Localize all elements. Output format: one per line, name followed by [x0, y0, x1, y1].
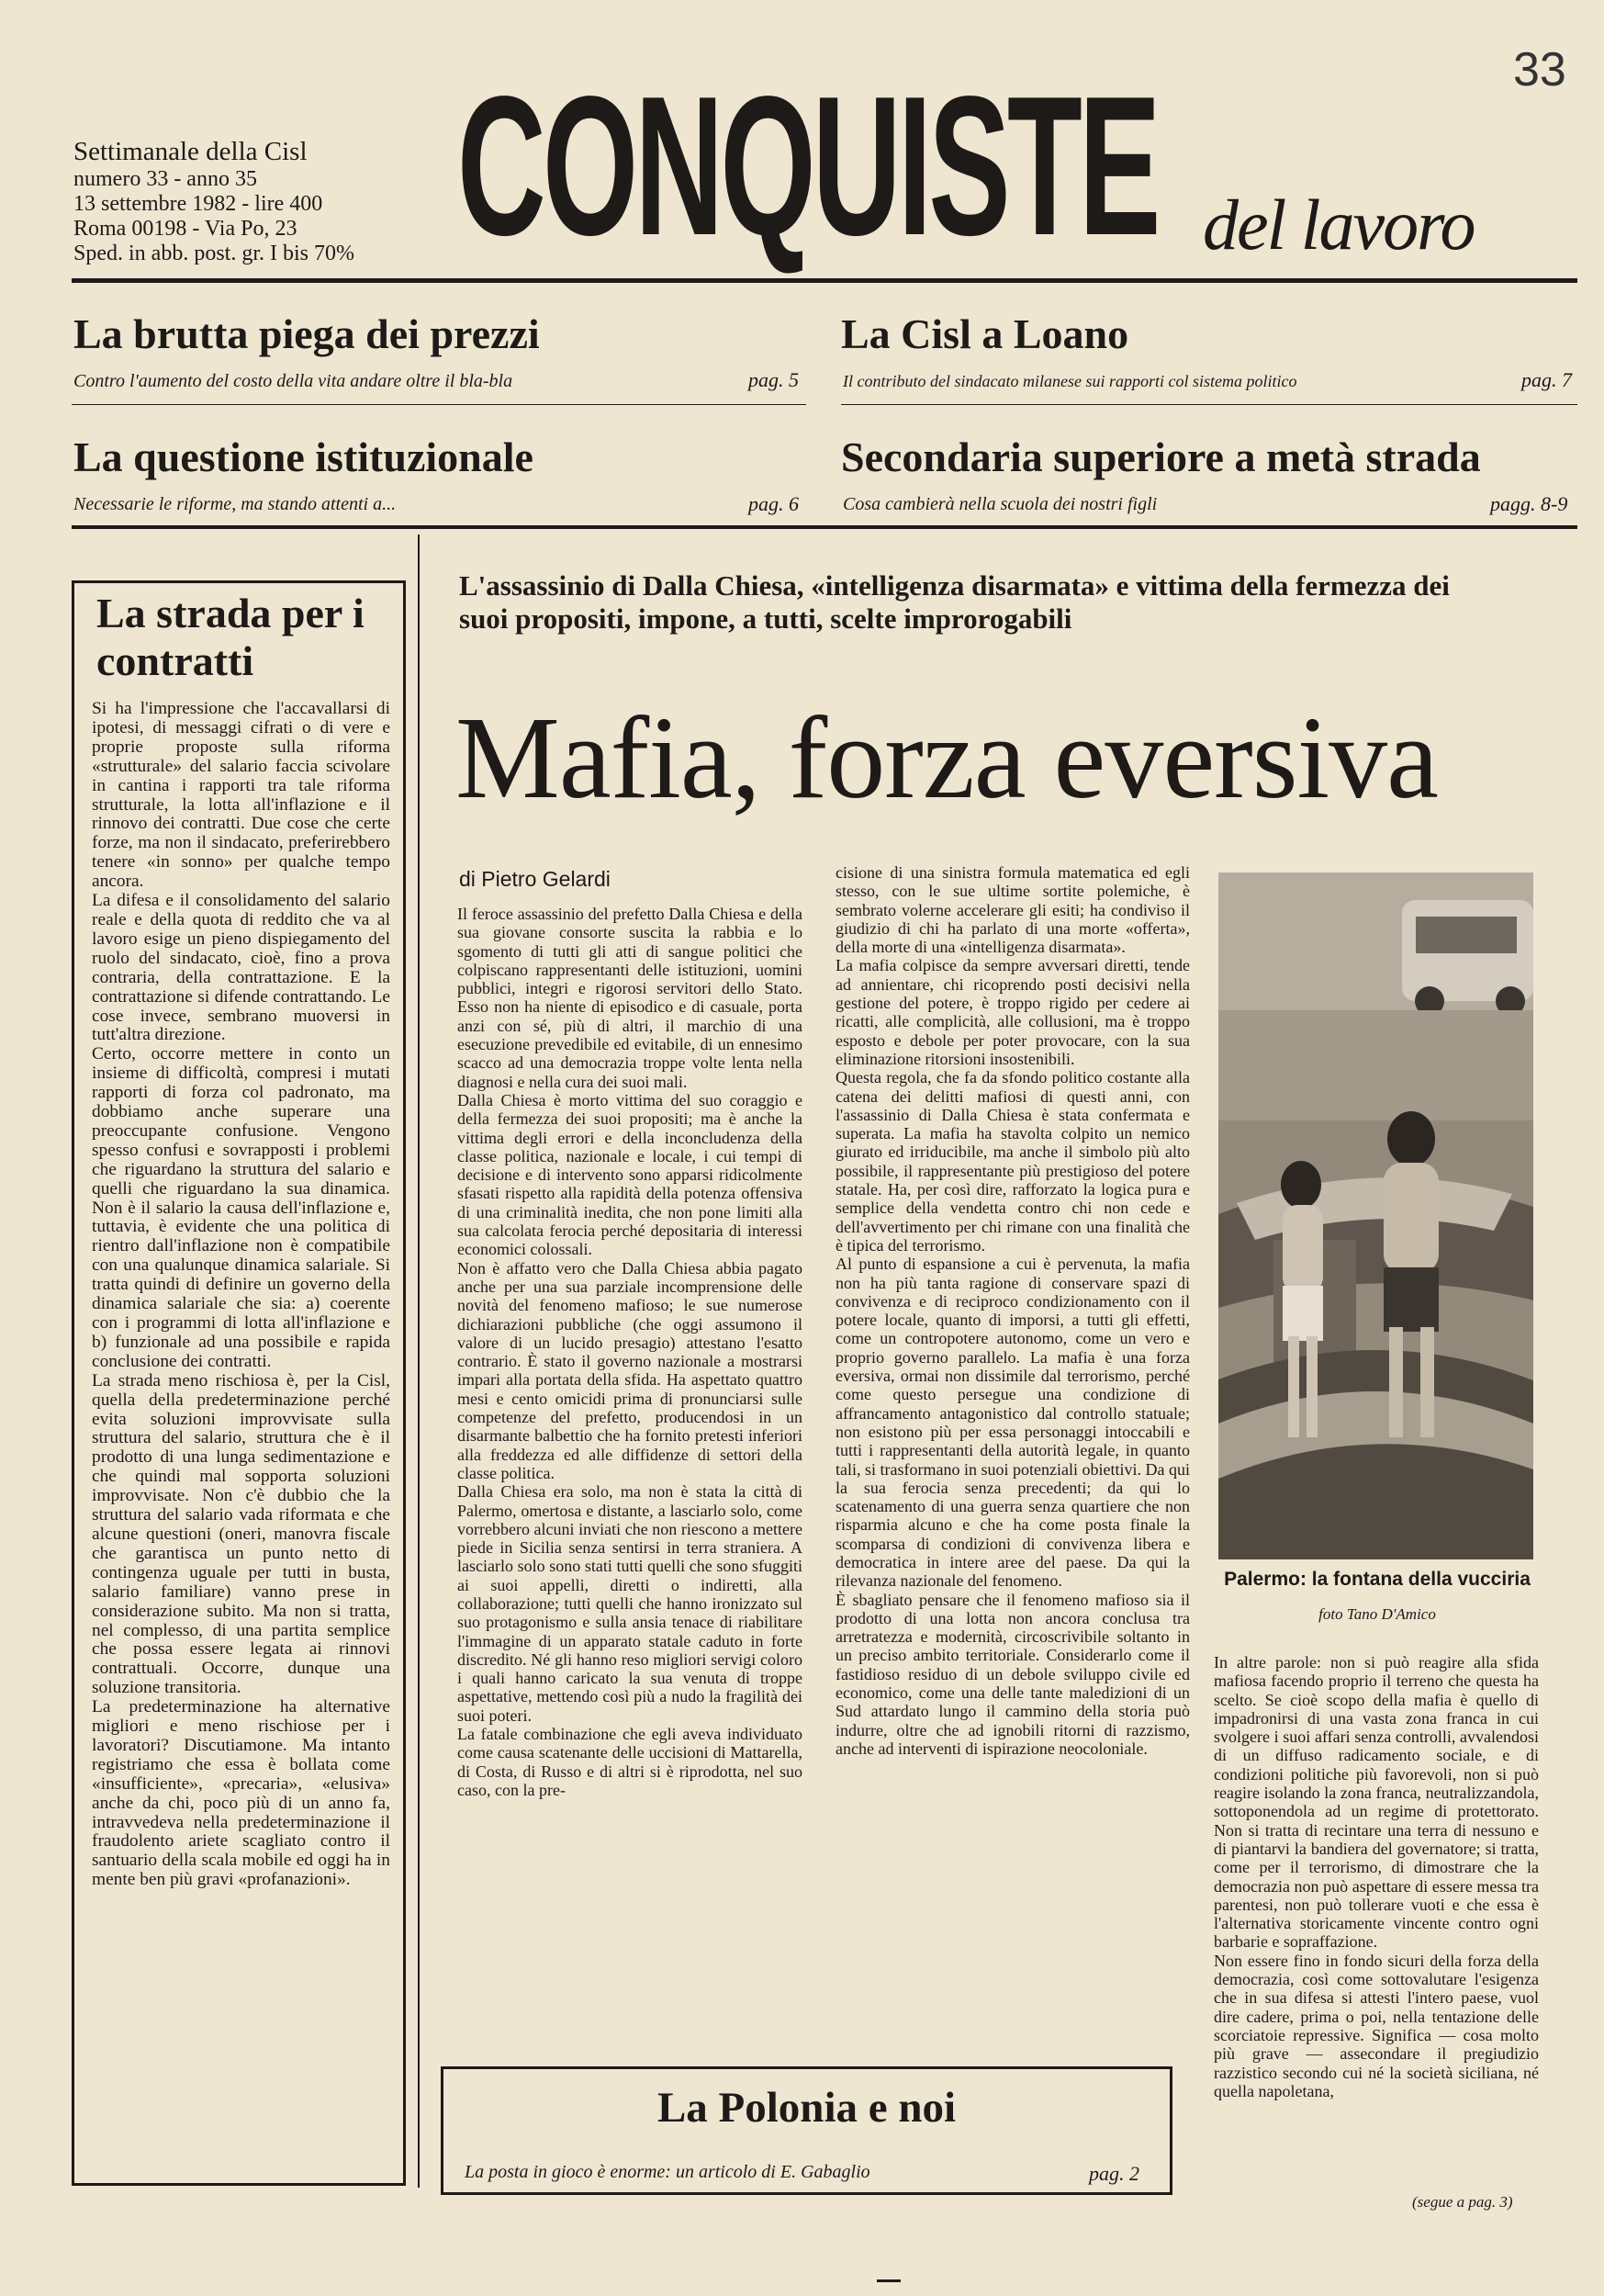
teaser-headline-loano: La Cisl a Loano [841, 310, 1129, 357]
sidebar-body [92, 700, 390, 1890]
article-paragraph: Non è affatto vero che Dalla Chiesa abbia pagato anche per una sua parziale incomprensione delle novità del fenomeno mafioso; le sue numerose dichiarazioni pubbliche (che oggi assumono il valore di un lucido presagio) attestano l'esatto contrario. È stato il governo nazionale a mostrarsi impari alla portata della sfida. Ha aspettato quattro mesi e cento omicidi prima di pronunciarsi sulle competenze del prefetto, producendosi in un disarmante balbettio che ha fornito pretesti inferiori alla freddezza ed alle diffidenze di settori della classe politica. [457, 1258, 802, 1482]
teaser-divider-right [841, 404, 1577, 405]
article-paragraph: È sbagliato pensare che il fenomeno mafioso sia il prodotto di una lotta non ancora conclusa tra arretratezza e modernità, circoscrivibile soltanto in un preciso ambito territoriale. Considerarlo come il fastidioso residuo di un debole sviluppo civile ed economico, come una delle tante maledizioni di un Sud attardato lungo il cammino della storia può indurre, oltre che ad ignobili ritorni di razzismo, anche ad interventi di ispirazione neocoloniale. [836, 1590, 1190, 1758]
continued-note: (segue a pag. 3) [1412, 2193, 1513, 2211]
sidebar-paragraph: La strada meno rischiosa è, per la Cisl, quella della predeterminazione perché evita soluzioni improvvisate sulla struttura del salario, struttura che è il prodotto di una lunga sedimentazione e che quindi mal sopporta soluzioni improvvisate. Non c'è dubbio che la struttura del salario vada riformata e che alcune questioni (oneri, manovra fiscale che garantisca un punto netto di contingenza uguale per tutti in busta, salario familiare) vanno prese in considerazione subito. Ma non si tratta, nel complesso, di una partita semplice che possa essere legata ai rinnovi contrattuali. Occorre, dunque una soluzione transitoria. [92, 1370, 390, 1698]
article-paragraph: In altre parole: non si può reagire alla sfida mafiosa facendo proprio il terreno che questa ha scelto. Se cioè scopo della mafia è quello di impadronirsi di una vasta zona franca in cui svolgere i suoi affari senza controlli, avvalendosi di un diffuso radicamento sociale, e di condizioni politiche più favorevoli, non si può reagire isolando la zona franca, neutralizzandola, sottoponendola ad un regime di protettorato. Non si tratta di recintare una terra di nessuno e di piantarvi la bandiera del governatore; si tratta, come per il terrorismo, di dimostrare che la democrazia non può aspettare di essere messa tra parentesi, non può tollerare vuoti e che essa è l'alternativa storicamente vincente contro ogni barbarie e sopraffazione. [1214, 1653, 1539, 1952]
publication-type: Settimanale della Cisl [73, 137, 308, 166]
teaser-page-istituzionale: pag. 6 [748, 492, 799, 515]
bottom-mark [877, 2279, 901, 2282]
article-column-1 [457, 905, 802, 1799]
page-number: 33 [1513, 43, 1566, 96]
masthead-logo: CONQUISTE [457, 54, 1158, 276]
article-paragraph: Dalla Chiesa è morto vittima del suo coraggio e della fermezza dei suoi propositi; ma è anche la vittima degli errori e della inconcludenza della classe politica, nazionale e locale, i cui tempi di decisione e di intervento sono apparsi ridicolmente sfasati rispetto alla rapidità della potenza offensiva di una criminalità inedita, che non pone limiti alla sua calcolata ferocia perché depositaria di interessi economici colossali. [457, 1090, 802, 1259]
article-paragraph: Questa regola, che fa da sfondo politico costante alla catena dei delitti mafiosi di questi anni, con l'assassinio di Dalla Chiesa è stata confermata e superata. La mafia ha stavolta colpito un nemico giurato ed irriducibile, ma anche il simbolo più alto possibile, il rappresentante più prestigioso del potere statale. Ha, per così dire, rafforzato la logica pura e semplice della vendetta contro chi non cede e dell'avvertimento per chi rimane con una finalità che è tipica del terrorismo. [836, 1068, 1190, 1255]
masthead-subtitle: del lavoro [1203, 185, 1475, 264]
promo-subtitle: La posta in gioco è enorme: un articolo di E. Gabaglio [465, 2162, 870, 2182]
sidebar-paragraph: La predeterminazione ha alternative migliori e meno rischiose per i lavoratori? Discutiamone. Ma intanto registriamo che essa è bollata come «insufficiente», «precaria», «elusiva» anche da chi, poco più di un anno fa, intravvedeva nella predeterminazione il fraudolento ariete scagliato contro il santuario della scala mobile ed oggi ha in mente ben più gravi «profanazioni». [92, 1697, 390, 1890]
sidebar-paragraph: Si ha l'impressione che l'accavallarsi di ipotesi, di messaggi cifrati o di vere e proprie proposte sulla riforma «strutturale» del salario faccia scivolare in cantina i rapporti tra tale riforma strutturale, la lotta all'inflazione e il rinnovo dei contratti. Due cose che certe forze, ma non il sindacato, preferirebbero tenere «in sonno» per qualche tempo ancora. [92, 699, 390, 892]
photo-caption: Palermo: la fontana della vucciria [1224, 1569, 1531, 1590]
article-paragraph: cisione di una sinistra formula matematica ed egli stesso, con le sue ultime sortite polemiche, è sembrato volerne accelerare gli esiti; ha condiviso il giudizio di chi ha parlato di una morte «offerta», della morte di una «intelligenza disarmata». [836, 863, 1190, 957]
article-headline: Mafia, forza eversiva [455, 692, 1438, 823]
teaser-headline-prezzi: La brutta piega dei prezzi [73, 310, 540, 357]
issue-date-price: 13 settembre 1982 - lire 400 [73, 192, 323, 216]
masthead-info [73, 136, 386, 266]
article-paragraph: Il feroce assassinio del prefetto Dalla Chiesa e della sua giovane consorte suscita la rabbia e lo sgomento di tutti gli atti di sangue politici che colpiscano rappresentanti delle istituzioni, uomini pubblici, integri e rigorosi servitori dello Stato. Esso non ha niente di episodico e di casuale, porta anzi con sé, più di altri, il marchio di una esecuzione prevedibile ed evitabile, di un ennesimo scacco ad una democrazia troppe volte lenta nella diagnosi e nella cura dei suoi mali. [457, 905, 802, 1091]
teaser-page-prezzi: pag. 5 [748, 368, 799, 391]
teaser-summary-secondaria: Cosa cambierà nella scuola dei nostri figli [843, 494, 1158, 514]
sidebar-title: La strada per i contratti [96, 590, 365, 684]
address: Roma 00198 - Via Po, 23 [73, 217, 297, 241]
article-kicker: L'assassinio di Dalla Chiesa, «intelligenza disarmata» e vittima della fermezza dei suoi propositi, impone, a tutti, scelte improrogabili [459, 569, 1450, 635]
photo-credit: foto Tano D'Amico [1318, 1605, 1436, 1623]
photo-fountain-illustration [1218, 872, 1533, 1559]
teaser-headline-istituzionale: La questione istituzionale [73, 433, 533, 480]
teaser-summary-loano: Il contributo del sindacato milanese sui rapporti col sistema politico [843, 372, 1297, 390]
promo-page: pag. 2 [1089, 2162, 1139, 2185]
postal-info: Sped. in abb. post. gr. I bis 70% [73, 242, 354, 265]
promo-title: La Polonia e noi [656, 2084, 957, 2132]
article-paragraph: La fatale combinazione che egli aveva individuato come causa scatenante delle uccisioni di Mattarella, di Costa, di Russo e di altri si è riprodotta, nel suo caso, con la pre- [457, 1725, 802, 1799]
article-paragraph: Al punto di espansione a cui è pervenuta, la mafia non ha più tanta ragione di conservare spazi di convivenza e di reciproco condizionamento con il potere locale, quanto di imporsi, a tutti gli effetti, come un contropotere autonomo, come un vero e proprio governo parallelo. La mafia è una forza eversiva, ormai non dissimile dal terrorismo, perché come questo persegue una condizione di affrancamento antagonistico dal controllo statuale; non esistono più per essa personaggi intoccabili e tutti i rappresentanti della autorità legale, in quanto tali, si trasformano in suoi potenziali obiettivi. Da qui la sua ferocia senza precedenti; da qui lo scatenamento di una guerra senza quartiere che non risparmia alcuno e che ha come posta finale la scomparsa di condizioni di convivenza libera e democratica in intere aree del paese. Da qui la rilevanza nazionale del fenomeno. [836, 1255, 1190, 1591]
article-paragraph: La mafia colpisce da sempre avversari diretti, tende ad annientare, chi ricoprendo posti decisivi nella gestione del potere, è troppo rigido per cedere ai ricatti, alle complicità, alle collusioni, ma è troppo esposto e debole per poter provocare, con la sua eliminazione ritorsioni insostenibili. [836, 956, 1190, 1068]
article-column-3 [1214, 1653, 1539, 2100]
column-divider [418, 535, 420, 2188]
article-photo [1218, 872, 1533, 1559]
sidebar-paragraph: Certo, occorre mettere in conto un insieme di difficoltà, compresi i mutati rapporti di forza col padronato, ma dobbiamo anche superare una preoccupante confusione. Vengono spesso confusi e sovrapposti i problemi che riguardano la struttura del salario e quelli che riguardano la sua dinamica. Non è il salario la causa dell'inflazione e, tuttavia, è evidente che una politica di rientro dall'inflazione non è compatibile con una qualunque dinamica salariale. Si tratta quindi di definire un governo della dinamica salariale che sia: a) coerente con i programmi di lotta all'inflazione e b) funzionale ad una possibile e rapida conclusione dei contratti. [92, 1044, 390, 1371]
article-paragraph: Non essere fino in fondo sicuri della forza della democrazia, così come sottovalutare l'esigenza che in sua difesa si attesti l'intero paese, vuol dire cadere, prima o poi, nella tentazione delle scorciatoie repressive. Significa — cosa molto più grave — assecondare il pregiudizio razzistico secondo cui né la società siciliana, né quella napoletana, [1214, 1951, 1539, 2100]
article-byline: di Pietro Gelardi [459, 867, 611, 891]
masthead-rule [72, 278, 1577, 283]
article-paragraph: Dalla Chiesa era solo, ma non è stata la città di Palermo, omertosa e distante, a lasciarlo solo, come vorrebbero alcuni inviati che non riescono a mettere piede in Sicilia senza sentirsi in terra straniera. A lasciarlo solo sono stati tutti quelli che sono sfuggiti ai suoi appelli, diretti o indiretti, alla collaborazione; tutti quelli che hanno ironizzato sul suo protagonismo e sulla ansia tenace di riabilitare l'immagine di un apparato statale caduto in forte discredito. Né gli hanno reso migliori servigi coloro i quali hanno caricato la sua venuta di troppe aspettative, mettendo così più a nudo la fragilità dei suoi poteri. [457, 1482, 802, 1725]
teaser-headline-secondaria: Secondaria superiore a metà strada [841, 433, 1481, 480]
issue-number: numero 33 - anno 35 [73, 167, 257, 191]
teaser-summary-prezzi: Contro l'aumento del costo della vita andare oltre il bla-bla [73, 371, 513, 391]
teaser-page-secondaria: pagg. 8-9 [1490, 492, 1568, 515]
teaser-rule [72, 525, 1577, 529]
teaser-divider-left [72, 404, 806, 405]
teaser-page-loano: pag. 7 [1521, 368, 1572, 391]
sidebar-paragraph: La difesa e il consolidamento del salario reale e della quota di reddito che va al lavoro esige un pieno dispiegamento del ruolo del sindacato, cioè, fino a prova contraria, della contrattazione. E la contrattazione si difende contrattando. Le cose invece, sembrano muoversi in tutt'altra direzione. [92, 891, 390, 1045]
teaser-summary-istituzionale: Necessarie le riforme, ma stando attenti a... [73, 494, 397, 514]
article-column-2 [836, 863, 1190, 1758]
